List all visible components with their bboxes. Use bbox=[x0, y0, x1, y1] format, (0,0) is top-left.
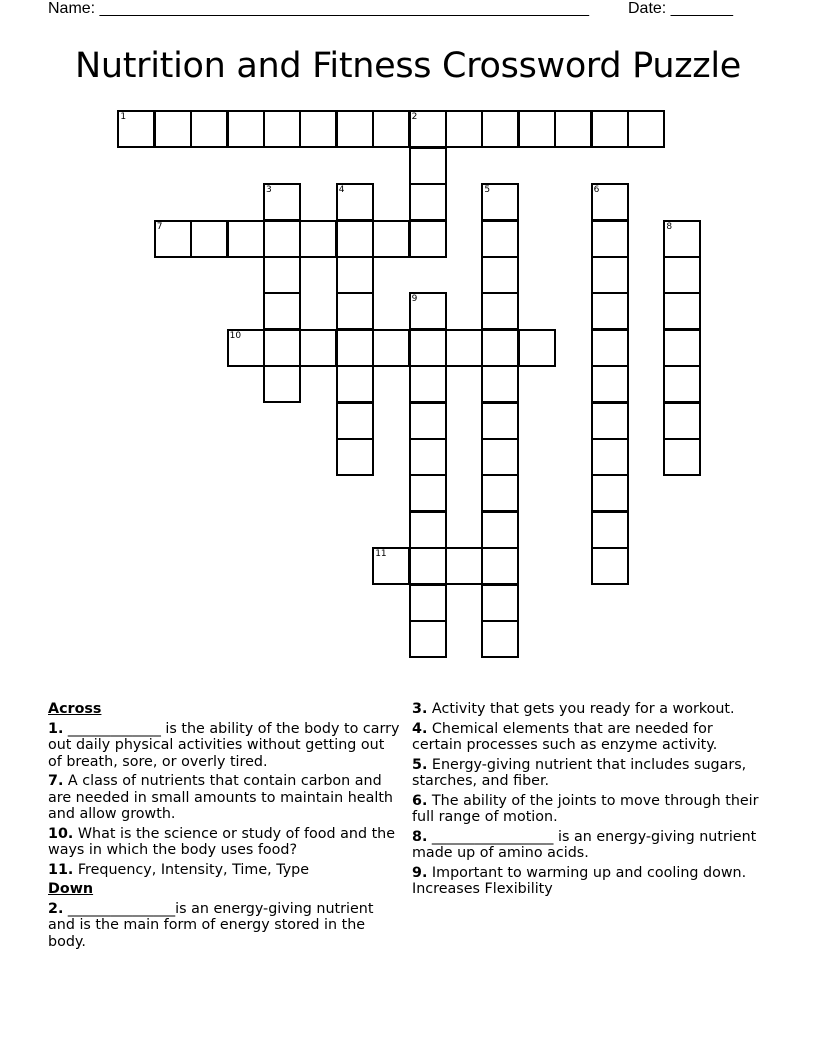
clue-number: 2. bbox=[48, 900, 64, 917]
clue-text: Important to warming up and cooling down. Increases Flexibility bbox=[412, 864, 747, 897]
clue-down-3 bbox=[412, 701, 762, 718]
cell-number: 4 bbox=[338, 185, 345, 196]
grid-cell[interactable] bbox=[445, 547, 483, 585]
grid-cell[interactable] bbox=[481, 511, 519, 549]
grid-cell[interactable] bbox=[481, 547, 519, 585]
grid-cell[interactable] bbox=[481, 474, 519, 512]
clues-column-left bbox=[48, 701, 400, 953]
cell-number: 3 bbox=[266, 185, 272, 196]
grid-cell[interactable] bbox=[409, 220, 447, 258]
grid-cell[interactable] bbox=[445, 110, 483, 148]
clue-text: _________________ is an energy-giving nutrient made up of amino acids. bbox=[412, 828, 757, 861]
grid-cell[interactable] bbox=[336, 256, 374, 294]
clue-text: Chemical elements that are needed for certain processes such as enzyme activity. bbox=[412, 720, 718, 753]
clue-number: 6. bbox=[412, 792, 428, 809]
grid-cell[interactable] bbox=[481, 220, 519, 258]
cell-number: 9 bbox=[411, 294, 418, 305]
clue-down-8 bbox=[412, 829, 762, 862]
grid-cell[interactable] bbox=[518, 329, 556, 367]
grid-cell[interactable] bbox=[336, 292, 374, 330]
grid-cell[interactable] bbox=[227, 110, 265, 148]
grid-cell[interactable] bbox=[591, 365, 629, 403]
clues-column-right bbox=[412, 701, 762, 901]
grid-cell[interactable] bbox=[336, 365, 374, 403]
grid-cell[interactable] bbox=[227, 220, 265, 258]
across-heading: Across bbox=[48, 701, 102, 717]
cell-number: 10 bbox=[229, 330, 242, 341]
grid-cell[interactable] bbox=[299, 220, 337, 258]
grid-cell[interactable] bbox=[263, 329, 301, 367]
cell-number: 1 bbox=[120, 112, 127, 123]
clue-across-10 bbox=[48, 826, 400, 859]
clue-down-2 bbox=[48, 901, 400, 951]
clue-across-1 bbox=[48, 721, 400, 771]
clue-number: 4. bbox=[412, 720, 428, 737]
clue-number: 10. bbox=[48, 825, 74, 842]
grid-cell[interactable] bbox=[591, 402, 629, 440]
clue-number: 3. bbox=[412, 701, 428, 717]
cell-number: 5 bbox=[484, 185, 491, 196]
grid-cell[interactable] bbox=[481, 256, 519, 294]
clue-text: A class of nutrients that contain carbon and are needed in small amounts to maintain health and allow growth. bbox=[48, 773, 393, 822]
grid-cell[interactable] bbox=[299, 329, 337, 367]
grid-cell[interactable] bbox=[336, 110, 374, 148]
grid-cell[interactable] bbox=[409, 329, 447, 367]
grid-cell[interactable] bbox=[554, 110, 592, 148]
grid-cell[interactable] bbox=[409, 365, 447, 403]
clue-number: 11. bbox=[48, 861, 74, 878]
grid-cell[interactable] bbox=[445, 329, 483, 367]
grid-cell[interactable] bbox=[627, 110, 665, 148]
grid-cell[interactable] bbox=[663, 292, 701, 330]
grid-cell[interactable] bbox=[591, 511, 629, 549]
clue-number: 8. bbox=[412, 828, 428, 845]
grid-cell[interactable] bbox=[409, 402, 447, 440]
grid-cell[interactable] bbox=[663, 438, 701, 476]
grid-cell[interactable] bbox=[591, 220, 629, 258]
clue-number: 9. bbox=[412, 864, 428, 881]
grid-cell[interactable] bbox=[481, 329, 519, 367]
clue-down-9 bbox=[412, 865, 762, 898]
grid-cell[interactable] bbox=[481, 584, 519, 622]
grid-cell[interactable] bbox=[591, 474, 629, 512]
grid-cell[interactable] bbox=[263, 256, 301, 294]
grid-cell[interactable] bbox=[591, 292, 629, 330]
date-field[interactable]: Date: _______ bbox=[628, 0, 733, 17]
grid-cell[interactable] bbox=[299, 110, 337, 148]
clue-text: Energy-giving nutrient that includes sugars, starches, and fiber. bbox=[412, 756, 747, 789]
cell-number: 11 bbox=[375, 549, 387, 560]
grid-cell[interactable] bbox=[336, 438, 374, 476]
clue-down-6 bbox=[412, 793, 762, 826]
grid-cell[interactable] bbox=[591, 438, 629, 476]
cell-number: 7 bbox=[156, 221, 163, 232]
grid-cell[interactable] bbox=[190, 220, 228, 258]
clue-text: Activity that gets you ready for a workout. bbox=[427, 701, 735, 717]
grid-cell[interactable] bbox=[481, 110, 519, 148]
down-heading: Down bbox=[48, 881, 94, 897]
cell-number: 2 bbox=[411, 112, 418, 123]
grid-cell[interactable] bbox=[372, 220, 410, 258]
grid-cell[interactable] bbox=[409, 147, 447, 185]
cell-number: 6 bbox=[593, 185, 600, 196]
grid-cell[interactable] bbox=[336, 402, 374, 440]
grid-cell[interactable] bbox=[263, 110, 301, 148]
grid-cell[interactable] bbox=[663, 402, 701, 440]
grid-cell[interactable] bbox=[409, 620, 447, 658]
grid-cell[interactable] bbox=[190, 110, 228, 148]
grid-cell[interactable] bbox=[663, 329, 701, 367]
grid-cell[interactable] bbox=[263, 365, 301, 403]
grid-cell[interactable] bbox=[591, 547, 629, 585]
clue-number: 7. bbox=[48, 773, 64, 789]
grid-cell[interactable] bbox=[481, 438, 519, 476]
grid-cell[interactable] bbox=[481, 620, 519, 658]
clue-down-5 bbox=[412, 757, 762, 790]
clue-text: _______________is an energy-giving nutrient and is the main form of energy stored in the body. bbox=[48, 900, 374, 950]
grid-cell[interactable] bbox=[409, 547, 447, 585]
grid-cell[interactable] bbox=[154, 110, 192, 148]
grid-cell[interactable] bbox=[409, 584, 447, 622]
grid-cell[interactable] bbox=[591, 329, 629, 367]
clue-across-11 bbox=[48, 862, 400, 879]
page-title: Nutrition and Fitness Crossword Puzzle bbox=[74, 46, 742, 86]
grid-cell[interactable] bbox=[372, 329, 410, 367]
clue-down-4 bbox=[412, 721, 762, 754]
grid-cell[interactable] bbox=[409, 183, 447, 221]
grid-cell[interactable] bbox=[481, 365, 519, 403]
grid-cell[interactable] bbox=[372, 110, 410, 148]
grid-cell[interactable] bbox=[263, 292, 301, 330]
name-field[interactable]: Name: _______________________________________________________ bbox=[48, 0, 589, 17]
grid-cell[interactable] bbox=[409, 474, 447, 512]
grid-cell[interactable] bbox=[481, 292, 519, 330]
clue-text: _____________ is the ability of the body to carry out daily physical activities without getting out of breath, sore, or overly tired. bbox=[48, 720, 400, 770]
grid-cell[interactable] bbox=[336, 220, 374, 258]
grid-cell[interactable] bbox=[591, 256, 629, 294]
grid-cell[interactable] bbox=[409, 438, 447, 476]
clue-text: What is the science or study of food and the ways in which the body uses food? bbox=[48, 825, 396, 858]
grid-cell[interactable] bbox=[518, 110, 556, 148]
cell-number: 8 bbox=[666, 221, 673, 232]
clue-number: 1. bbox=[48, 720, 64, 737]
grid-cell[interactable] bbox=[481, 402, 519, 440]
grid-cell[interactable] bbox=[663, 256, 701, 294]
clue-across-7 bbox=[48, 773, 400, 823]
grid-cell[interactable] bbox=[263, 220, 301, 258]
grid-cell[interactable] bbox=[336, 329, 374, 367]
grid-cell[interactable] bbox=[409, 511, 447, 549]
clue-number: 5. bbox=[412, 756, 428, 773]
grid-cell[interactable] bbox=[591, 110, 629, 148]
grid-cell[interactable] bbox=[663, 365, 701, 403]
clue-text: The ability of the joints to move through their full range of motion. bbox=[412, 792, 759, 825]
clue-text: Frequency, Intensity, Time, Type bbox=[73, 861, 310, 878]
